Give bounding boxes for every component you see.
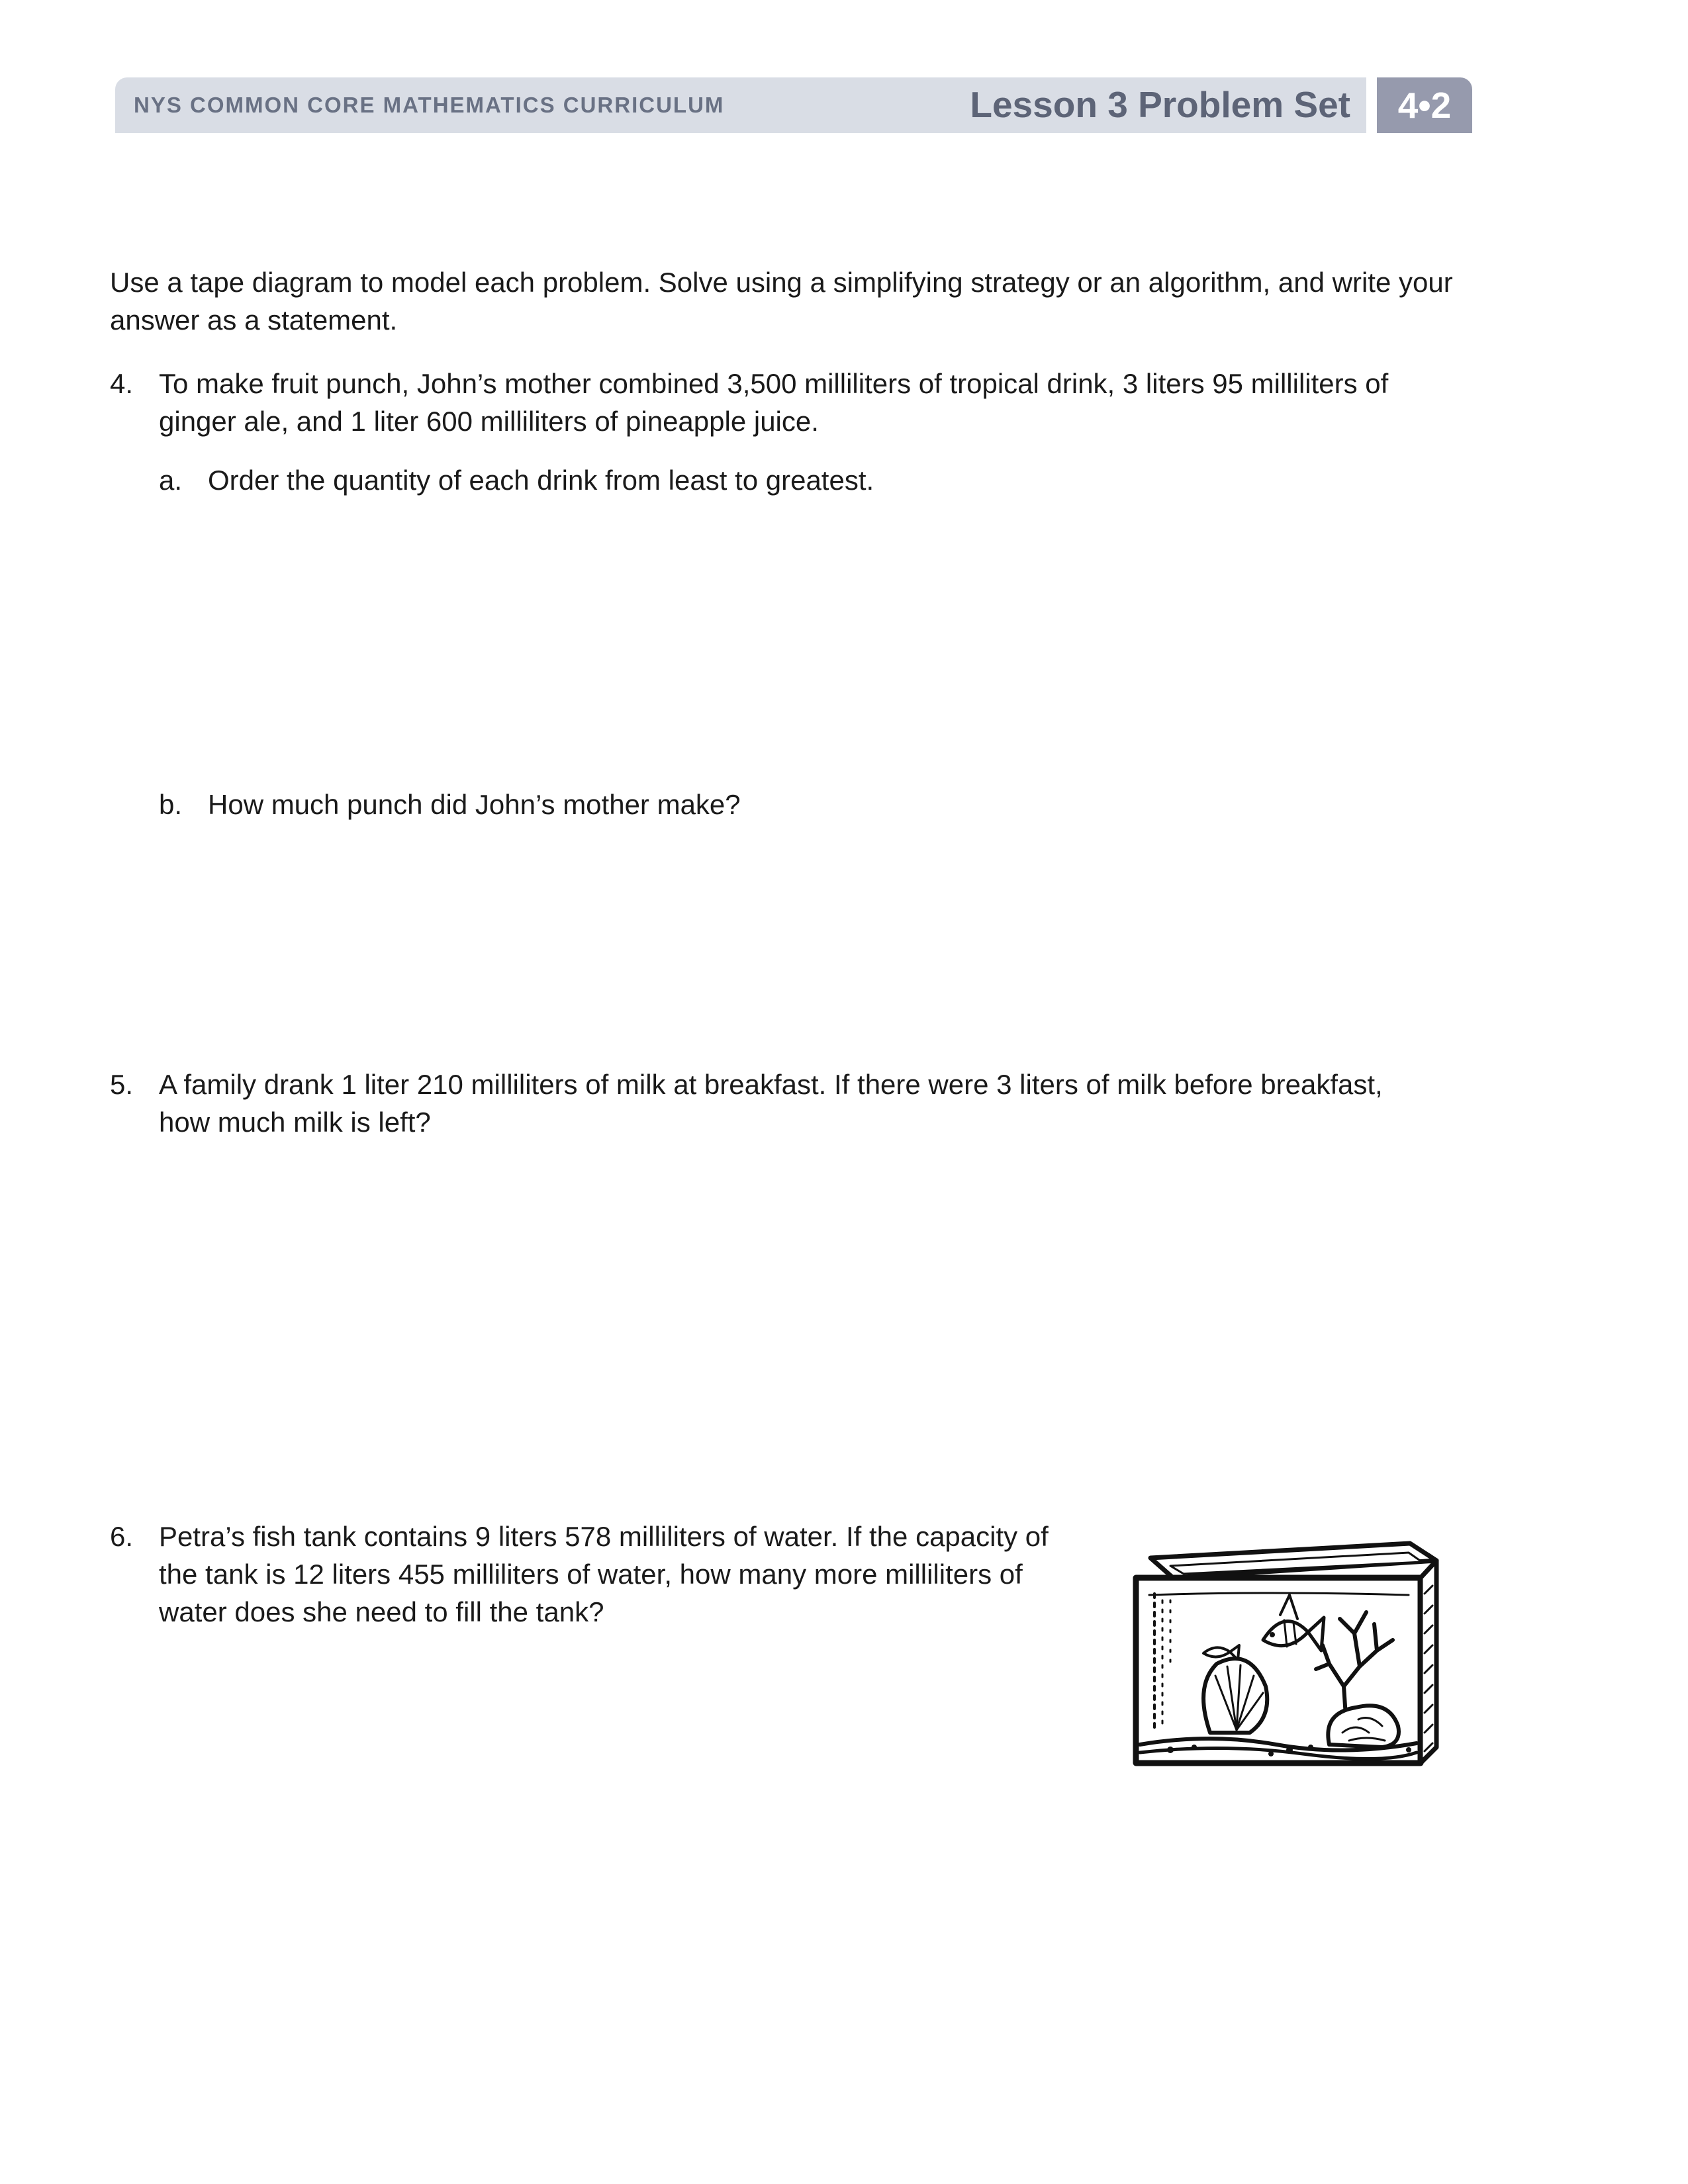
lesson-title: Lesson 3 Problem Set [970,84,1350,125]
problem-5-line-2: how much milk is left? [159,1107,431,1138]
instructions-line-2: answer as a statement. [110,304,398,336]
problem-4b-text: How much punch did John’s mother make? [208,789,741,820]
problem-6-number: 6. [110,1521,134,1552]
instructions-line-1: Use a tape diagram to model each problem. Solve using a simplifying strategy or an algorithm, and write your [110,267,1453,298]
problem-5-line-1: A family drank 1 liter 210 milliliters of milk at breakfast. If there were 3 liters of milk before breakfast, [159,1069,1383,1100]
problem-4-line-2: ginger ale, and 1 liter 600 milliliters of pineapple juice. [159,406,819,437]
problem-4-line-1: To make fruit punch, John’s mother combined 3,500 milliliters of tropical drink, 3 liters 95 milliliters of [159,368,1389,399]
curriculum-title: NYS COMMON CORE MATHEMATICS CURRICULUM [134,93,725,117]
problem-4-number: 4. [110,368,134,399]
problem-6-line-1: Petra’s fish tank contains 9 liters 578 milliliters of water. If the capacity of [159,1521,1049,1552]
module-badge: 4•2 [1377,77,1472,133]
problem-4a-label: a. [159,465,183,496]
fish-tank-icon [1131,1534,1442,1772]
problem-5-number: 5. [110,1069,134,1100]
problem-4b-label: b. [159,789,183,820]
problem-4a-text: Order the quantity of each drink from least to greatest. [208,465,874,496]
problem-6-line-2: the tank is 12 liters 455 milliliters of water, how many more milliliters of [159,1559,1023,1590]
problem-6-line-3: water does she need to fill the tank? [159,1596,604,1627]
